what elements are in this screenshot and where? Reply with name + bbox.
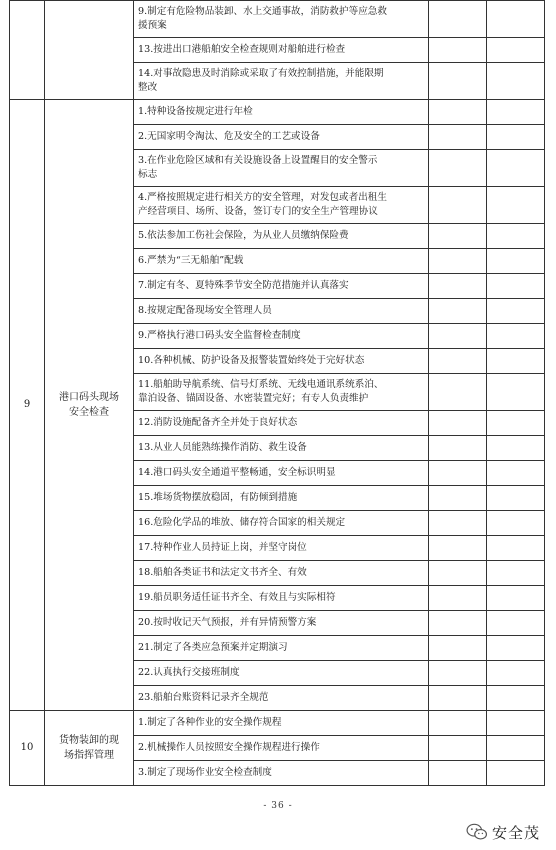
inspection-item: [134, 63, 429, 100]
inspection-item-line: 4.严格按照规定进行相关方的安全管理，对发包或者出租生: [138, 192, 387, 203]
inspection-item-line: 3.在作业危险区域和有关设施设备上设置醒目的安全警示: [138, 155, 378, 166]
remark-cell: [487, 486, 545, 511]
inspection-item-line: 产经营项目、场所、设备，签订专门的安全生产管理协议: [138, 206, 378, 217]
watermark-text: 安全茂: [492, 823, 541, 842]
remark-cell: [487, 249, 545, 274]
remark-cell: [487, 711, 545, 736]
inspection-item-line: 靠泊设备、锚固设备、水密装置完好；有专人负责维护: [138, 393, 369, 404]
remark-cell: [487, 349, 545, 374]
section-number: 10: [10, 711, 45, 786]
inspection-item-line: 23.船舶台账资料记录齐全规范: [138, 692, 269, 703]
inspection-item-line: 3.制定了现场作业安全检查制度: [138, 767, 272, 778]
result-cell: [429, 461, 487, 486]
inspection-item-line: 1.制定了各种作业的安全操作规程: [138, 717, 282, 728]
result-cell: [429, 411, 487, 436]
inspection-item: [134, 100, 429, 125]
inspection-item-line: 9.制定有危险物品装卸、水上交通事故，消防救护等应急救: [138, 6, 387, 17]
result-cell: [429, 1, 487, 38]
inspection-item-line: 17.特种作业人员持证上岗，并坚守岗位: [138, 542, 307, 553]
remark-cell: [487, 761, 545, 786]
inspection-item-line: 整改: [138, 82, 158, 93]
inspection-item-line: 13.按进出口港船舶安全检查规则对船舶进行检查: [138, 44, 346, 55]
category-line: 安全检查: [69, 407, 109, 418]
result-cell: [429, 38, 487, 63]
remark-cell: [487, 324, 545, 349]
inspection-item-line: 1.特种设备按规定进行年检: [138, 106, 253, 117]
result-cell: [429, 761, 487, 786]
result-cell: [429, 561, 487, 586]
inspection-item: [134, 561, 429, 586]
remark-cell: [487, 586, 545, 611]
remark-cell: [487, 299, 545, 324]
result-cell: [429, 374, 487, 411]
remark-cell: [487, 150, 545, 187]
inspection-item: [134, 611, 429, 636]
inspection-item: [134, 38, 429, 63]
inspection-item-line: 2.机械操作人员按照安全操作规程进行操作: [138, 742, 320, 753]
inspection-item-line: 16.危险化学品的堆放、储存符合国家的相关规定: [138, 517, 346, 528]
inspection-item-line: 援预案: [138, 20, 167, 31]
result-cell: [429, 150, 487, 187]
result-cell: [429, 324, 487, 349]
inspection-item: [134, 349, 429, 374]
inspection-item-line: 14.港口码头安全通道平整畅通，安全标识明显: [138, 467, 336, 478]
table-row: [10, 711, 545, 736]
remark-cell: [487, 536, 545, 561]
inspection-item-line: 标志: [138, 169, 158, 180]
inspection-item: [134, 150, 429, 187]
inspection-item: [134, 411, 429, 436]
inspection-item-line: 10.各种机械、防护设备及报警装置始终处于完好状态: [138, 355, 365, 366]
result-cell: [429, 224, 487, 249]
remark-cell: [487, 411, 545, 436]
inspection-item: [134, 586, 429, 611]
inspection-item: [134, 249, 429, 274]
inspection-item-line: 21.制定了各类应急预案并定期演习: [138, 642, 288, 653]
inspection-item: [134, 461, 429, 486]
section-category: [45, 711, 134, 786]
result-cell: [429, 249, 487, 274]
remark-cell: [487, 224, 545, 249]
inspection-item: [134, 1, 429, 38]
result-cell: [429, 586, 487, 611]
inspection-item: [134, 511, 429, 536]
result-cell: [429, 486, 487, 511]
result-cell: [429, 125, 487, 150]
inspection-item: [134, 711, 429, 736]
remark-cell: [487, 511, 545, 536]
inspection-item-line: 7.制定有冬、夏特殊季节安全防范措施并认真落实: [138, 280, 349, 291]
inspection-item: [134, 636, 429, 661]
result-cell: [429, 686, 487, 711]
remark-cell: [487, 461, 545, 486]
remark-cell: [487, 611, 545, 636]
remark-cell: [487, 100, 545, 125]
inspection-table: [9, 0, 545, 786]
remark-cell: [487, 125, 545, 150]
remark-cell: [487, 736, 545, 761]
inspection-item-line: 9.严格执行港口码头安全监督检查制度: [138, 330, 301, 341]
inspection-item: [134, 761, 429, 786]
result-cell: [429, 736, 487, 761]
result-cell: [429, 611, 487, 636]
result-cell: [429, 100, 487, 125]
remark-cell: [487, 274, 545, 299]
inspection-item: [134, 274, 429, 299]
result-cell: [429, 299, 487, 324]
inspection-item: [134, 661, 429, 686]
inspection-item-line: 14.对事故隐患及时消除或采取了有效控制措施，并能限期: [138, 68, 384, 79]
table-row: [10, 100, 545, 125]
result-cell: [429, 349, 487, 374]
result-cell: [429, 711, 487, 736]
wechat-icon: [466, 823, 488, 841]
remark-cell: [487, 38, 545, 63]
result-cell: [429, 436, 487, 461]
inspection-item: [134, 374, 429, 411]
remark-cell: [487, 1, 545, 38]
inspection-item-line: 5.依法参加工伤社会保险，为从业人员缴纳保险费: [138, 230, 349, 241]
inspection-item: [134, 686, 429, 711]
section-number: 9: [10, 100, 45, 711]
remark-cell: [487, 661, 545, 686]
inspection-item: [134, 486, 429, 511]
inspection-item: [134, 436, 429, 461]
inspection-item: [134, 299, 429, 324]
result-cell: [429, 661, 487, 686]
inspection-item-line: 20.按时收记天气预报，并有异情预警方案: [138, 617, 317, 628]
result-cell: [429, 511, 487, 536]
page-number: - 36 -: [263, 801, 293, 811]
inspection-item-line: 8.按规定配备现场安全管理人员: [138, 305, 272, 316]
inspection-item: [134, 187, 429, 224]
remark-cell: [487, 686, 545, 711]
inspection-table-container: [9, 0, 544, 786]
inspection-item: [134, 536, 429, 561]
watermark: [466, 820, 556, 844]
remark-cell: [487, 374, 545, 411]
inspection-item-line: 2.无国家明令淘汰、危及安全的工艺或设备: [138, 131, 320, 142]
result-cell: [429, 274, 487, 299]
remark-cell: [487, 636, 545, 661]
result-cell: [429, 63, 487, 100]
table-row: [10, 1, 545, 38]
inspection-table-body: [10, 1, 545, 786]
remark-cell: [487, 561, 545, 586]
result-cell: [429, 187, 487, 224]
inspection-item-line: 19.船员职务适任证书齐全、有效且与实际相符: [138, 592, 336, 603]
inspection-item-line: 22.认真执行交接班制度: [138, 667, 240, 678]
category-line: 港口码头现场: [59, 392, 119, 403]
inspection-item: [134, 324, 429, 349]
section-number: [10, 1, 45, 100]
remark-cell: [487, 436, 545, 461]
inspection-item-line: 11.船舶助导航系统、信号灯系统、无线电通讯系统系泊、: [138, 379, 384, 390]
section-category: [45, 1, 134, 100]
remark-cell: [487, 187, 545, 224]
inspection-item-line: 13.从业人员能熟练操作消防、救生设备: [138, 442, 307, 453]
category-line: 场指挥管理: [64, 750, 114, 761]
inspection-item: [134, 125, 429, 150]
inspection-item-line: 15.堆场货物摆放稳固，有防倾到措施: [138, 492, 298, 503]
inspection-item-line: 6.严禁为“三无船舶”配载: [138, 255, 244, 266]
inspection-item: [134, 736, 429, 761]
inspection-item: [134, 224, 429, 249]
result-cell: [429, 636, 487, 661]
remark-cell: [487, 63, 545, 100]
result-cell: [429, 536, 487, 561]
inspection-item-line: 12.消防设施配备齐全并处于良好状态: [138, 417, 298, 428]
category-line: 货物装卸的现: [59, 735, 119, 746]
inspection-item-line: 18.船舶各类证书和法定文书齐全、有效: [138, 567, 307, 578]
section-category: [45, 100, 134, 711]
